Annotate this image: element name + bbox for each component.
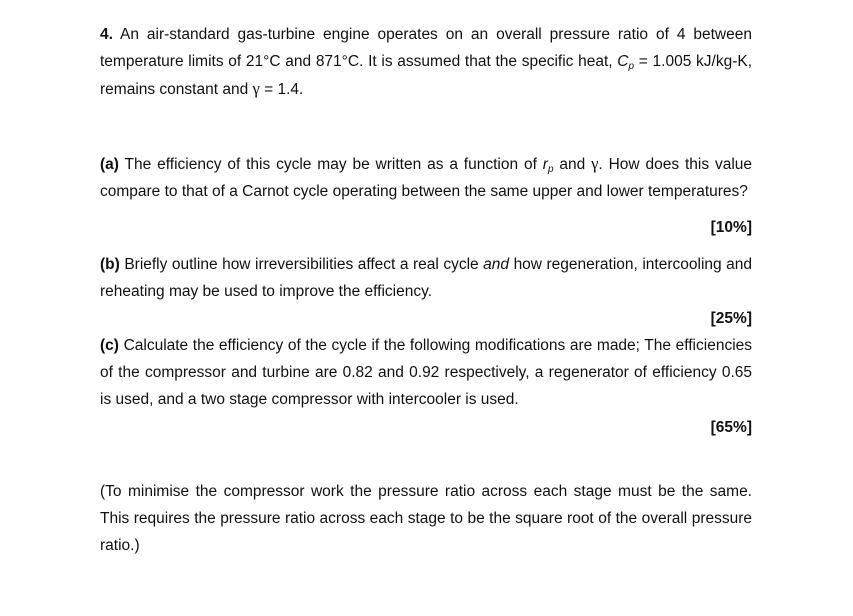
part-c-text: Calculate the efficiency of the cycle if the following modifications are made; The efficiencies of the compressor and turbine are 0.82 and 0.92 respectively, a regenerator of efficiency 0.65 is used, and a two stage compressor with intercooler is used. bbox=[100, 337, 753, 408]
part-a-label: (a) bbox=[100, 156, 119, 173]
part-a bbox=[100, 150, 752, 205]
part-b-emphasis: and bbox=[483, 256, 510, 273]
part-c-label: (c) bbox=[100, 337, 119, 354]
part-c-marks: [65%] bbox=[710, 419, 752, 436]
rp-symbol: $r_p$ bbox=[542, 156, 554, 175]
intro-text-3: = 1.4. bbox=[264, 81, 304, 98]
question-number: 4. bbox=[100, 26, 113, 43]
gamma-symbol: γ bbox=[252, 79, 260, 98]
part-b-text-2: how regeneration, intercooling and reheating may be used to improve the efficiency. bbox=[100, 256, 752, 300]
cp-symbol: $C_p$ bbox=[617, 53, 635, 72]
part-a-text-1: The efficiency of this cycle may be written as a function of bbox=[124, 156, 537, 173]
part-a-text-3: . How does this value compare to that of a Carnot cycle operating between the same upper and lower temperatures? bbox=[100, 156, 752, 200]
part-b bbox=[100, 251, 752, 305]
part-c bbox=[100, 332, 752, 413]
part-b-text-1: Briefly outline how irreversibilities affect a real cycle bbox=[124, 256, 479, 273]
gamma-symbol: γ bbox=[591, 154, 599, 173]
question-intro bbox=[100, 21, 752, 103]
part-b-marks: [25%] bbox=[710, 310, 752, 327]
intro-text: An air-standard gas-turbine engine operates on an overall pressure ratio of 4 between temperature limits of 21°C and 871°C. It is assumed that the specific heat, bbox=[100, 26, 752, 70]
part-b-label: (b) bbox=[100, 256, 120, 273]
hint-note: (To minimise the compressor work the pressure ratio across each stage must be the same. This requires the pressure ratio across each stage to be the square root of the overall pressure ratio.) bbox=[100, 483, 752, 554]
part-a-text-2: and bbox=[559, 156, 586, 173]
part-a-marks: [10%] bbox=[710, 219, 752, 236]
intro-text-2: = 1.005 kJ/kg-K, remains constant and bbox=[100, 53, 753, 98]
